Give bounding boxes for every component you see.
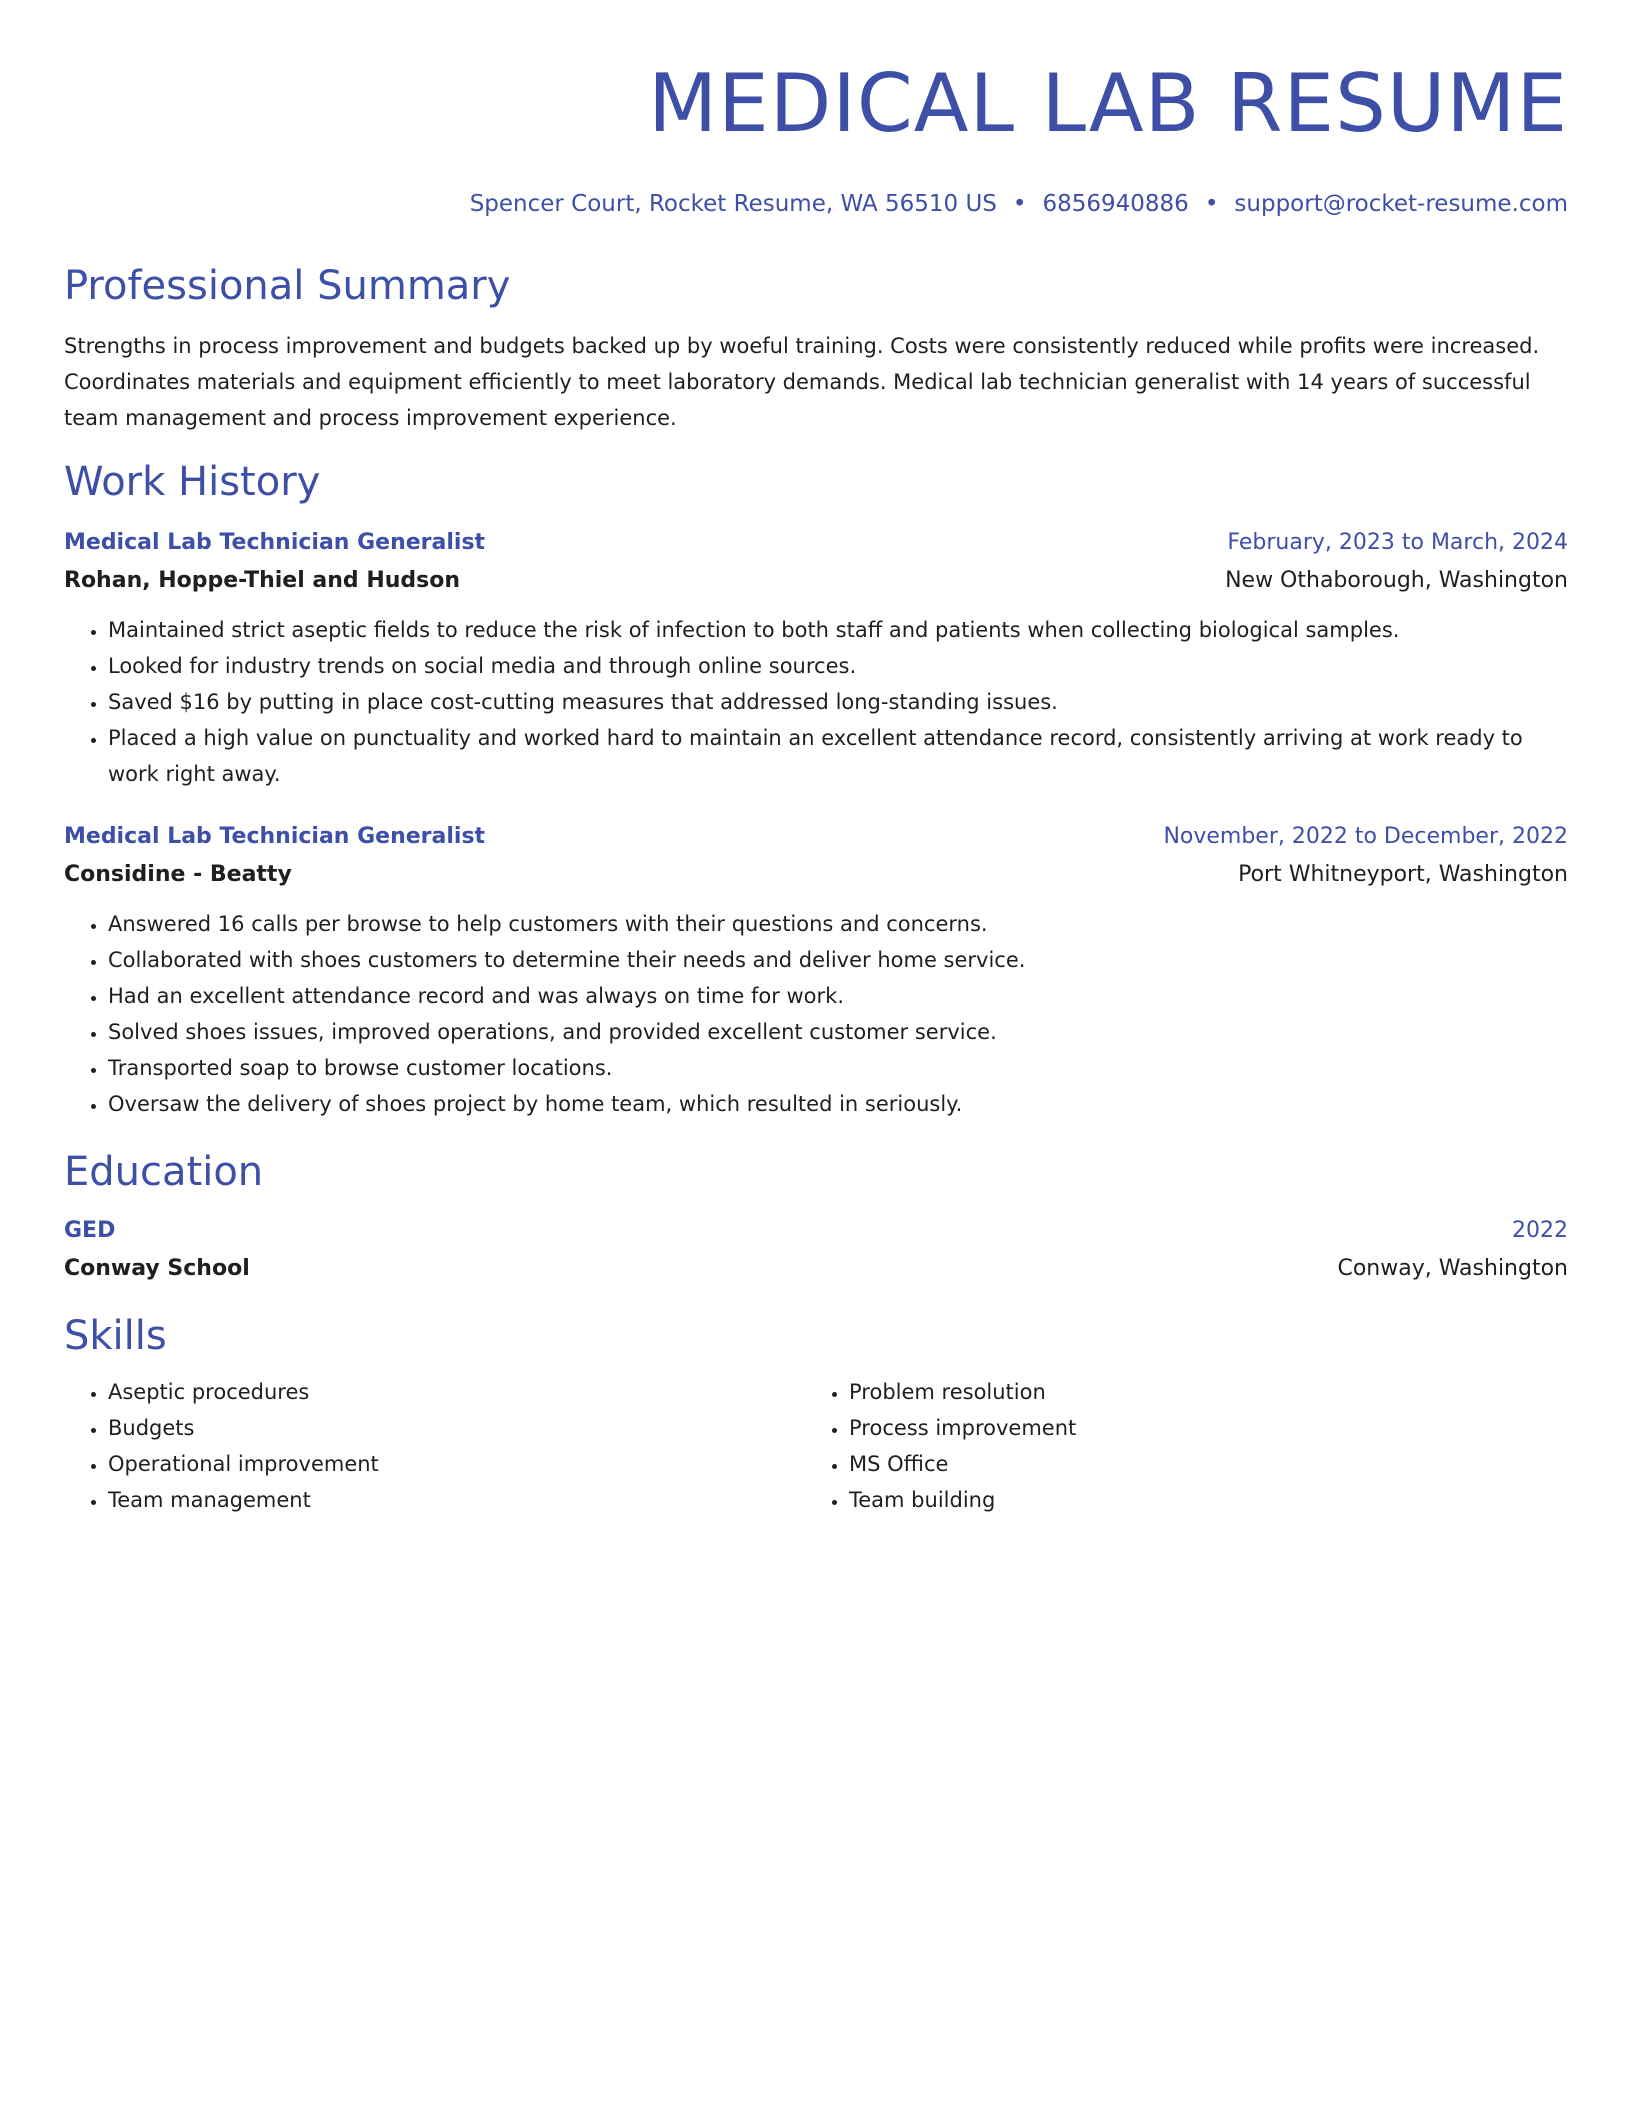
skill-item: • Team building xyxy=(849,1482,1546,1518)
job-bullets xyxy=(64,906,1568,1122)
skills-column-left xyxy=(64,1374,805,1518)
job-company-row xyxy=(64,562,1568,600)
education-heading: Education xyxy=(64,1149,264,1195)
education-year: 2022 xyxy=(1512,1218,1568,1243)
job-bullet: • Had an excellent attendance record and was always on time for work. xyxy=(108,978,1568,1014)
resume-title: MEDICAL LAB RESUME xyxy=(648,57,1568,150)
skill-item: • Team management xyxy=(108,1482,805,1518)
contact-separator: • xyxy=(1012,191,1027,217)
education-entry xyxy=(64,1212,1568,1288)
job-entry xyxy=(64,818,1568,1122)
job-bullet: • Placed a high value on punctuality and worked hard to maintain an excellent attendance record, consistently arriving at work ready to work right away. xyxy=(108,720,1568,792)
skill-item: • Operational improvement xyxy=(108,1446,805,1482)
job-bullet: • Collaborated with shoes customers to determine their needs and deliver home service. xyxy=(108,942,1568,978)
job-dates: November, 2022 to December, 2022 xyxy=(1163,824,1568,849)
job-bullet: • Saved $16 by putting in place cost-cutting measures that addressed long-standing issues. xyxy=(108,684,1568,720)
education-degree-row xyxy=(64,1212,1568,1250)
contact-address: Spencer Court, Rocket Resume, WA 56510 US xyxy=(469,191,997,217)
job-title-row xyxy=(64,818,1568,856)
job-title: Medical Lab Technician Generalist xyxy=(64,530,486,555)
education-location: Conway, Washington xyxy=(1337,1256,1568,1281)
skills-list xyxy=(64,1374,805,1518)
skills-list xyxy=(805,1374,1546,1518)
education-degree: GED xyxy=(64,1218,116,1243)
job-company: Rohan, Hoppe-Thiel and Hudson xyxy=(64,568,461,593)
contact-phone: 6856940886 xyxy=(1042,191,1189,217)
summary-heading: Professional Summary xyxy=(64,263,511,309)
skill-item: • Budgets xyxy=(108,1410,805,1446)
skill-item: • Aseptic procedures xyxy=(108,1374,805,1410)
work-history-heading: Work History xyxy=(64,459,321,505)
skills-column-right xyxy=(805,1374,1546,1518)
education-school: Conway School xyxy=(64,1256,250,1281)
job-company-row xyxy=(64,856,1568,894)
skill-item: • Problem resolution xyxy=(849,1374,1546,1410)
job-dates: February, 2023 to March, 2024 xyxy=(1227,530,1568,555)
job-company: Considine - Beatty xyxy=(64,862,292,887)
contact-separator: • xyxy=(1204,191,1219,217)
education-school-row xyxy=(64,1250,1568,1288)
skill-item: • MS Office xyxy=(849,1446,1546,1482)
job-bullet: • Answered 16 calls per browse to help customers with their questions and concerns. xyxy=(108,906,1568,942)
job-bullet: • Solved shoes issues, improved operations, and provided excellent customer service. xyxy=(108,1014,1568,1050)
job-bullet: • Looked for industry trends on social media and through online sources. xyxy=(108,648,1568,684)
job-bullets xyxy=(64,612,1568,792)
skill-item: • Process improvement xyxy=(849,1410,1546,1446)
summary-text: Strengths in process improvement and budgets backed up by woeful training. Costs were consistently reduced while profits were increased. Coordinates materials and equipment efficiently to meet laboratory demands. Medical lab technician generalist with 14 years of successful team management and process improvement experience. xyxy=(64,334,1540,430)
skills-grid xyxy=(64,1374,1568,1518)
job-entry xyxy=(64,524,1568,792)
contact-line xyxy=(64,188,1568,220)
job-bullet: • Oversaw the delivery of shoes project by home team, which resulted in seriously. xyxy=(108,1086,1568,1122)
job-title: Medical Lab Technician Generalist xyxy=(64,824,486,849)
job-location: Port Whitneyport, Washington xyxy=(1238,862,1568,887)
job-bullet: • Transported soap to browse customer locations. xyxy=(108,1050,1568,1086)
contact-email: support@rocket-resume.com xyxy=(1234,191,1568,217)
job-title-row xyxy=(64,524,1568,562)
skills-heading: Skills xyxy=(64,1313,167,1359)
job-bullet: • Maintained strict aseptic fields to reduce the risk of infection to both staff and patients when collecting biological samples. xyxy=(108,612,1568,648)
job-location: New Othaborough, Washington xyxy=(1225,568,1568,593)
